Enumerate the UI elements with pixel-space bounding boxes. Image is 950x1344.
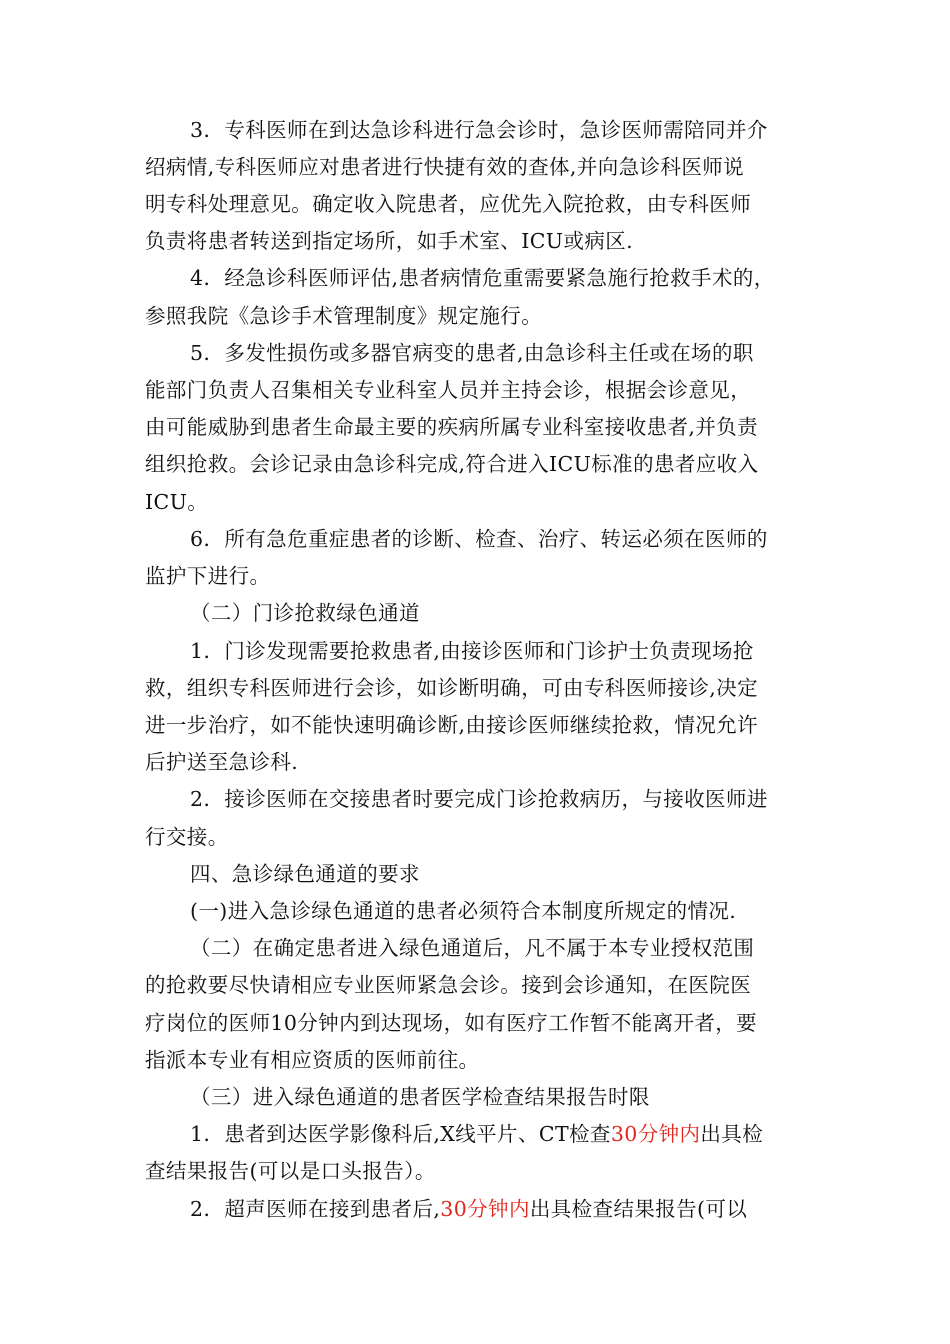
text-line: 的抢救要尽快请相应专业医师紧急会诊。接到会诊通知，在医院医 bbox=[145, 973, 752, 997]
text-line: (一)进入急诊绿色通道的患者必须符合本制度所规定的情况. bbox=[190, 899, 737, 923]
text-line: 明专科处理意见。确定收入院患者，应优先入院抢救，由专科医师 bbox=[145, 192, 752, 216]
text-line: 监护下进行。 bbox=[145, 564, 271, 588]
section-heading: 四、急诊绿色通道的要求 bbox=[190, 862, 420, 886]
text-line: 后护送至急诊科. bbox=[145, 750, 299, 774]
text-line: 5．多发性损伤或多器官病变的患者,由急诊科主任或在场的职 bbox=[190, 341, 754, 365]
text-segment: 出具检查结果报告(可以 bbox=[529, 1197, 748, 1221]
text-line: 4．经急诊科医师评估,患者病情危重需要紧急施行抢救手术的， bbox=[190, 266, 775, 290]
text-segment: 2．超声医师在接到患者后, bbox=[190, 1197, 441, 1221]
text-line: 6．所有急危重症患者的诊断、检查、治疗、转运必须在医师的 bbox=[190, 527, 768, 551]
text-line: 由可能威胁到患者生命最主要的疾病所属专业科室接收患者,并负责 bbox=[145, 415, 759, 439]
text-line bbox=[190, 1197, 860, 1221]
text-line: 1．门诊发现需要抢救患者,由接诊医师和门诊护士负责现场抢 bbox=[190, 639, 754, 663]
text-segment: 1．患者到达医学影像科后,X线平片、CT检查 bbox=[190, 1122, 611, 1146]
text-line: 参照我院《急诊手术管理制度》规定施行。 bbox=[145, 304, 543, 328]
text-line: 行交接。 bbox=[145, 825, 229, 849]
text-segment: 出具检 bbox=[700, 1122, 764, 1146]
text-line: 查结果报告(可以是口头报告）。 bbox=[145, 1159, 436, 1183]
text-line: 负责将患者转送到指定场所，如手术室、ICU或病区. bbox=[145, 229, 634, 253]
section-heading: （二）门诊抢救绿色通道 bbox=[190, 601, 420, 625]
section-heading: （三）进入绿色通道的患者医学检查结果报告时限 bbox=[190, 1085, 650, 1109]
text-line: ICU。 bbox=[145, 490, 209, 514]
text-line: 2．接诊医师在交接患者时要完成门诊抢救病历，与接收医师进 bbox=[190, 787, 768, 811]
text-line: 组织抢救。会诊记录由急诊科完成,符合进入ICU标准的患者应收入 bbox=[145, 452, 759, 476]
text-line: 指派本专业有相应资质的医师前往。 bbox=[145, 1048, 480, 1072]
highlight-text: 30分钟内 bbox=[440, 1197, 530, 1221]
text-line: （二）在确定患者进入绿色通道后，凡不属于本专业授权范围 bbox=[190, 936, 755, 960]
text-line: 绍病情,专科医师应对患者进行快捷有效的查体,并向急诊科医师说 bbox=[145, 155, 745, 179]
text-line: 能部门负责人召集相关专业科室人员并主持会诊，根据会诊意见， bbox=[145, 378, 752, 402]
highlight-text: 30分钟内 bbox=[610, 1122, 701, 1146]
text-line bbox=[190, 1122, 860, 1146]
text-line: 3．专科医师在到达急诊科进行急会诊时，急诊医师需陪同并介 bbox=[190, 118, 768, 142]
text-line: 救，组织专科医师进行会诊，如诊断明确，可由专科医师接诊,决定 bbox=[145, 676, 759, 700]
text-line: 进一步治疗，如不能快速明确诊断,由接诊医师继续抢救，情况允许 bbox=[145, 713, 759, 737]
text-line: 疗岗位的医师10分钟内到达现场，如有医疗工作暂不能离开者，要 bbox=[145, 1011, 758, 1035]
